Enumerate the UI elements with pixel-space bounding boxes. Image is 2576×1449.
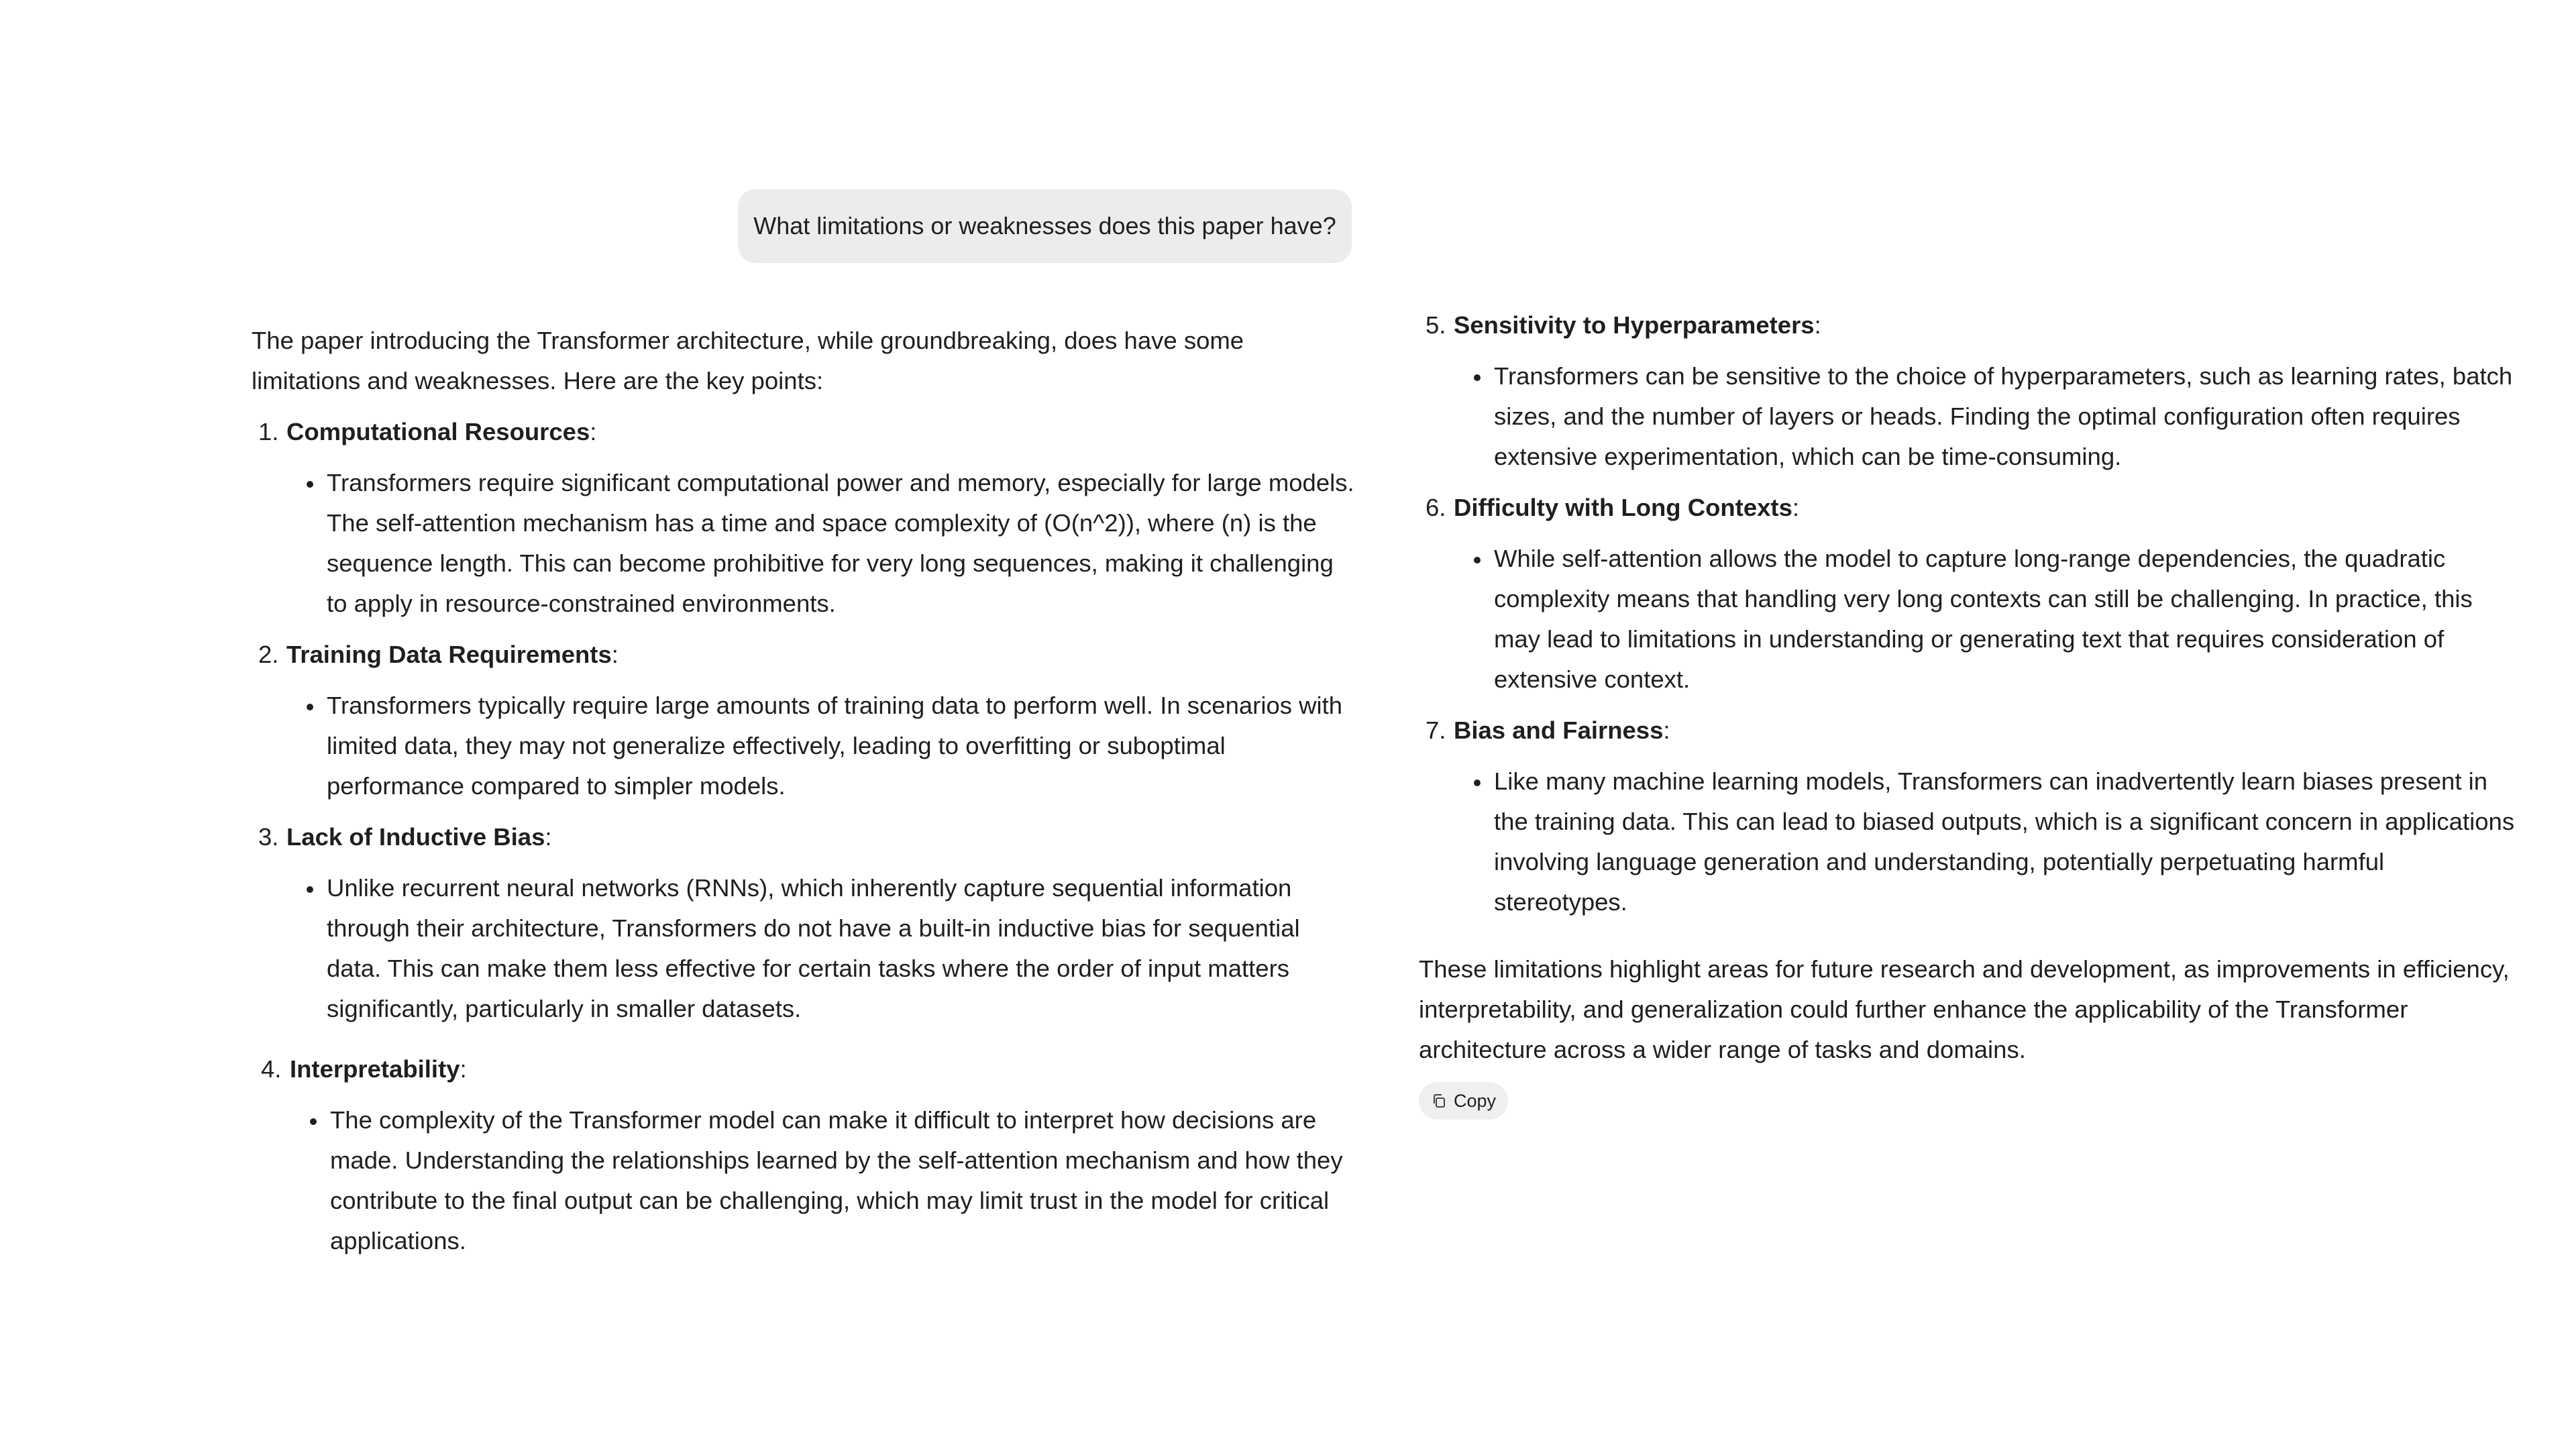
response-intro: The paper introducing the Transformer architecture, while groundbreaking, does have some limitations and weaknesses. Here are the key points: — [252, 327, 1244, 394]
limitation-heading — [1419, 488, 2519, 528]
bullet-dot-icon — [1474, 557, 1481, 564]
title-colon: : — [1792, 494, 1800, 521]
bullet-dot-icon — [310, 1118, 317, 1125]
copy-button-label: Copy — [1454, 1091, 1497, 1111]
bullet-text: Unlike recurrent neural networks (RNNs), which inherently capture sequential information through their architecture, Transformers do not have a built-in inductive bias for sequential data. This can make them less effective for certain tasks where the order of input matters significantly, particularly in smaller datasets. — [327, 874, 1300, 1022]
limitation-bullet — [1419, 761, 2519, 922]
title-colon: : — [1814, 311, 1821, 339]
limitation-item — [252, 817, 1358, 1029]
limitation-bullet — [252, 868, 1358, 1029]
title-colon: : — [545, 823, 552, 851]
limitation-title: Lack of Inductive Bias — [286, 823, 545, 851]
bullet-dot-icon — [307, 886, 313, 893]
list-number: 5. — [1426, 311, 1446, 339]
limitation-bullet — [1419, 539, 2519, 700]
response-closing: These limitations highlight areas for future research and development, as improvements in efficiency, interpretability, and generalization could further enhance the applicability of the Transformer architecture across a wider range of tasks and domains. — [1419, 955, 2510, 1063]
limitation-heading — [252, 635, 1358, 675]
limitation-title: Interpretability — [290, 1055, 460, 1083]
limitation-bullet — [252, 686, 1358, 806]
limitation-item — [1419, 305, 2519, 477]
list-number: 6. — [1426, 494, 1446, 521]
title-colon: : — [1663, 716, 1670, 744]
limitation-bullet — [252, 1100, 1358, 1261]
title-colon: : — [460, 1055, 467, 1083]
limitation-item — [252, 412, 1358, 624]
limitation-heading — [252, 1049, 1358, 1089]
response-column-right — [1419, 305, 2519, 1121]
title-colon: : — [590, 418, 597, 445]
limitation-item — [1419, 488, 2519, 700]
list-number: 1. — [258, 418, 279, 445]
copy-icon — [1431, 1093, 1447, 1109]
limitation-bullet — [1419, 356, 2519, 477]
limitation-heading — [1419, 305, 2519, 345]
bullet-text: Like many machine learning models, Transformers can inadvertently learn biases present in the training data. This can lead to biased outputs, which is a significant concern in applications involving language generation and understanding, potentially perpetuating harmful stereotypes. — [1494, 767, 2515, 916]
limitation-heading — [1419, 710, 2519, 751]
limitation-bullet — [252, 463, 1358, 624]
limitation-item — [252, 635, 1358, 806]
bullet-dot-icon — [1474, 780, 1481, 786]
limitation-title: Sensitivity to Hyperparameters — [1454, 311, 1815, 339]
copy-button[interactable] — [1419, 1082, 1508, 1120]
bullet-text: While self-attention allows the model to capture long-range dependencies, the quadratic complexity means that handling very long contexts can still be challenging. In practice, this may lead to limitations in understanding or generating text that requires consideration of extensive context. — [1494, 545, 2473, 693]
bullet-dot-icon — [307, 704, 313, 710]
limitation-title: Training Data Requirements — [286, 641, 612, 668]
user-message-bubble — [738, 189, 1352, 263]
list-number: 7. — [1426, 716, 1446, 744]
limitation-heading — [252, 412, 1358, 452]
bullet-dot-icon — [307, 481, 313, 488]
limitation-heading — [252, 817, 1358, 857]
bullet-text: Transformers can be sensitive to the choice of hyperparameters, such as learning rates, batch sizes, and the number of layers or heads. Finding the optimal configuration often requires extensive experimentation, which can be time-consuming. — [1494, 362, 2513, 470]
limitation-title: Bias and Fairness — [1454, 716, 1664, 744]
limitation-item — [1419, 710, 2519, 922]
bullet-text: The complexity of the Transformer model can make it difficult to interpret how decisions are made. Understanding the relationships learned by the self-attention mechanism and how they contribute to the final output can be challenging, which may limit trust in the model for critical applications. — [330, 1106, 1343, 1254]
list-number: 2. — [258, 641, 279, 668]
list-number: 4. — [261, 1055, 282, 1083]
limitation-title: Computational Resources — [286, 418, 590, 445]
user-message-text: What limitations or weaknesses does this paper have? — [753, 212, 1336, 239]
limitation-item — [252, 1049, 1358, 1261]
title-colon: : — [611, 641, 619, 668]
bullet-dot-icon — [1474, 374, 1481, 381]
bullet-text: Transformers typically require large amounts of training data to perform well. In scenarios with limited data, they may not generalize effectively, leading to overfitting or suboptimal performance compared to simpler models. — [327, 692, 1343, 800]
bullet-text: Transformers require significant computational power and memory, especially for large models. The self-attention mechanism has a time and space complexity of (O(n^2)), where (n) is the sequence length. This can become prohibitive for very long sequences, making it challenging to apply in resource-constrained environments. — [327, 469, 1354, 617]
response-column-left — [252, 321, 1358, 1272]
list-number: 3. — [258, 823, 279, 851]
limitation-title: Difficulty with Long Contexts — [1454, 494, 1792, 521]
